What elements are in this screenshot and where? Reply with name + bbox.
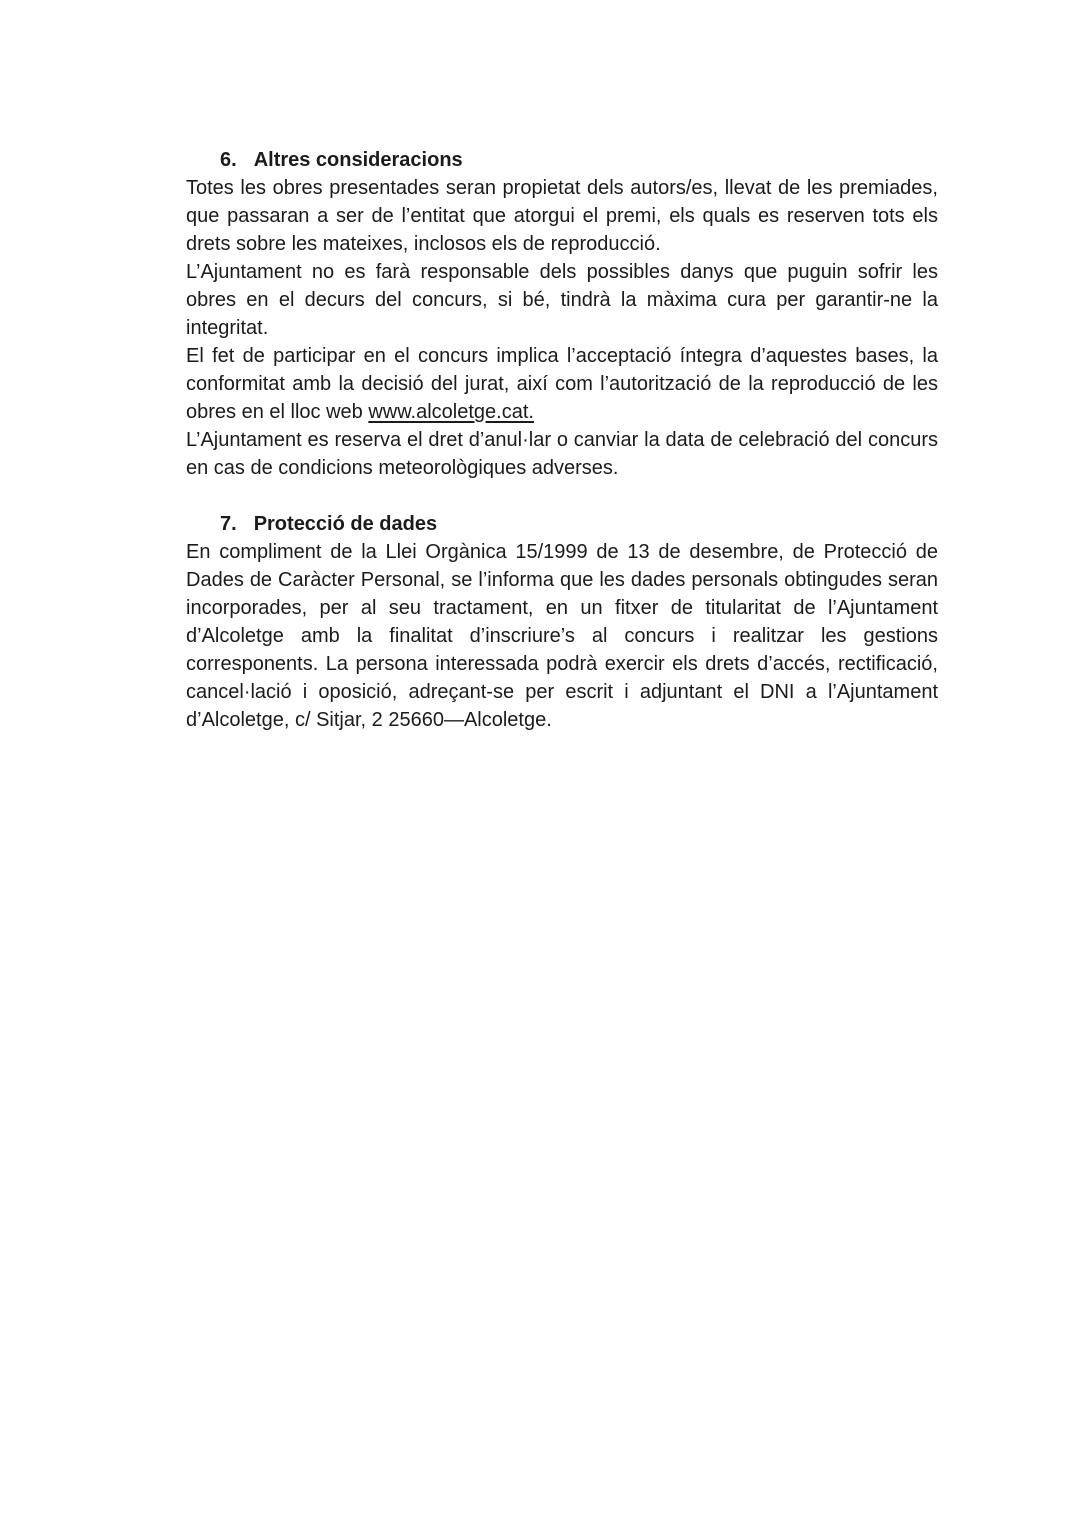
paragraph-liability: L’Ajuntament no es farà responsable dels possibles danys que puguin sofrir les obres en el decurs del concurs, si bé, tindrà la màxima cura per garantir-ne la integritat. [186, 261, 938, 339]
paragraph-acceptance-with-link [186, 342, 938, 426]
section-proteccio-de-dades [186, 510, 938, 734]
section-number: 7. [220, 513, 237, 535]
section-title: Altres consideracions [253, 149, 463, 171]
paragraph-cancellation-rights: L’Ajuntament es reserva el dret d’anul·lar o canviar la data de celebració del concurs en cas de condicions meteorològiques adverses. [186, 429, 938, 479]
section-heading [186, 510, 938, 538]
paragraph-text: El fet de participar en el concurs implica l’acceptació íntegra d’aquestes bases, la conformitat amb la decisió del jurat, així com l’autorització de la reproducció de les obres en el lloc web [186, 345, 938, 423]
alcoletge-website-link[interactable]: www.alcoletge.cat. [368, 401, 534, 423]
section-number: 6. [220, 149, 237, 171]
section-title: Protecció de dades [253, 513, 438, 535]
section-altres-consideracions [186, 146, 938, 482]
paragraph-data-protection: En compliment de la Llei Orgànica 15/1999 de 13 de desembre, de Protecció de Dades de Caràcter Personal, se l’informa que les dades personals obtingudes seran incorporades, per al seu tractament, en un fitxer de titularitat de l’Ajuntament d’Alcoletge amb la finalitat d’inscriure’s al concurs i realitzar les gestions corresponents. La persona interessada podrà exercir els drets d’accés, rectificació, cancel·lació i oposició, adreçant-se per escrit i adjuntant el DNI a l’Ajuntament d’Alcoletge, c/ Sitjar, 2 25660—Alcoletge. [186, 541, 938, 731]
document-content [186, 146, 938, 734]
section-heading [186, 146, 938, 174]
paragraph-works-ownership: Totes les obres presentades seran propietat dels autors/es, llevat de les premiades, que passaran a ser de l’entitat que atorgui el premi, els quals es reserven tots els drets sobre les mateixes, inclosos els de reproducció. [186, 177, 938, 255]
